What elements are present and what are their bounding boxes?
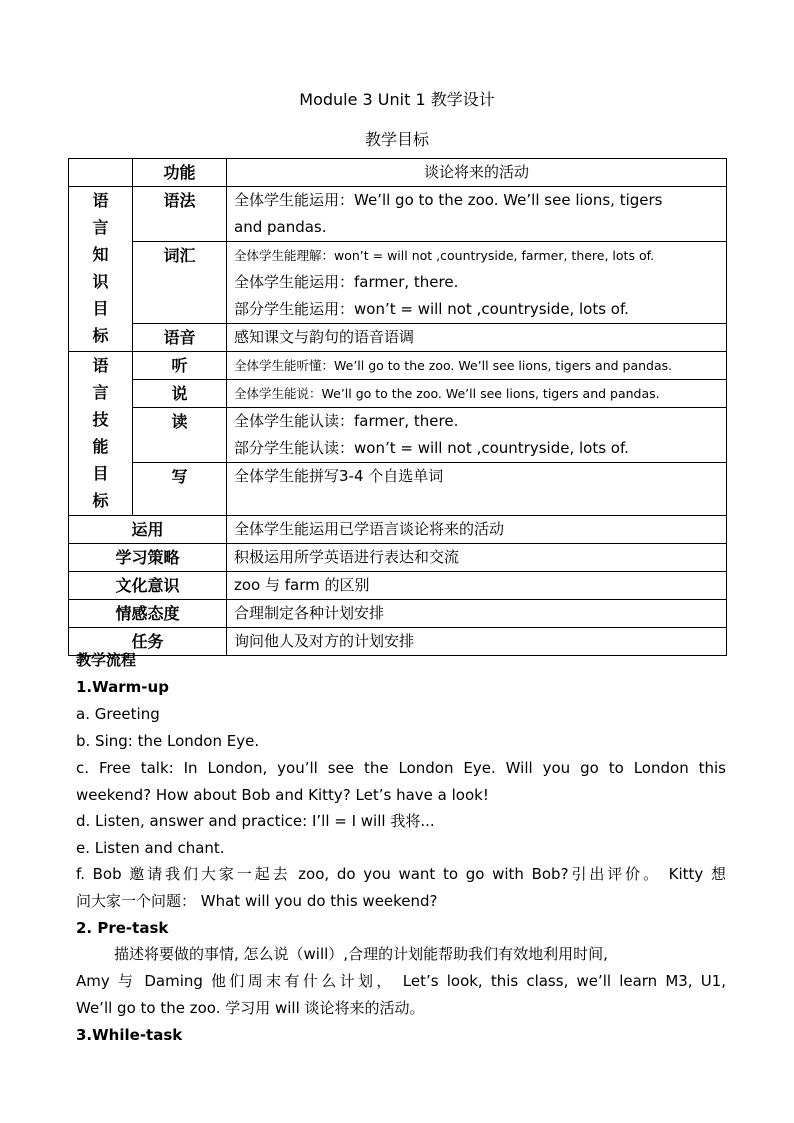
warmup-item-e: e. Listen and chant. xyxy=(76,839,225,857)
emotional-attitude-desc: 合理制定各种计划安排 xyxy=(227,600,727,628)
warmup-item-f-line2: 问大家一个问题： What will you do this weekend? xyxy=(76,892,438,910)
task-desc: 询问他人及对方的计划安排 xyxy=(227,628,727,656)
warmup-heading: 1.Warm-up xyxy=(76,678,169,696)
language-skills-label: 语 言 技 能 目 标 xyxy=(69,352,133,516)
cultural-awareness-label: 文化意识 xyxy=(69,572,227,600)
teaching-process-section xyxy=(76,0,726,1123)
listening-desc: 全体学生能听懂：We’ll go to the zoo. We’ll see lions, tigers and pandas. xyxy=(227,352,727,380)
application-label: 运用 xyxy=(69,516,227,544)
phonetics-label: 语音 xyxy=(133,324,227,352)
warmup-item-a: a. Greeting xyxy=(76,705,160,723)
pretask-paragraph-line3: We’ll go to the zoo. 学习用 will 谈论将来的活动。 xyxy=(76,999,425,1017)
writing-label: 写 xyxy=(133,463,227,516)
warmup-item-c-line1: c. Free talk: In London, you’ll see the London Eye. Will you go to London this xyxy=(76,759,726,777)
learning-strategy-desc: 积极运用所学英语进行表达和交流 xyxy=(227,544,727,572)
speaking-label: 说 xyxy=(133,380,227,408)
teaching-process-heading: 教学流程 xyxy=(76,651,137,669)
vocabulary-desc: 全体学生能理解：won’t = will not ,countryside, farmer, there, lots of. 全体学生能运用：farmer, there. 部分学生能运用：won’t = will not ,countryside, lots of. xyxy=(227,242,727,324)
cultural-awareness-desc: zoo 与 farm 的区别 xyxy=(227,572,727,600)
writing-desc: 全体学生能拼写3-4 个自选单词 xyxy=(227,463,727,516)
application-desc: 全体学生能运用已学语言谈论将来的活动 xyxy=(227,516,727,544)
header-function-label: 功能 xyxy=(133,159,227,187)
warmup-item-b: b. Sing: the London Eye. xyxy=(76,732,260,750)
document-title: Module 3 Unit 1 教学设计 xyxy=(299,90,495,109)
vocabulary-label: 词汇 xyxy=(133,242,227,324)
reading-desc: 全体学生能认读：farmer, there. 部分学生能认读：won’t = will not ,countryside, lots of. xyxy=(227,408,727,463)
warmup-item-c-line2: weekend? How about Bob and Kitty? Let’s have a look! xyxy=(76,786,489,804)
grammar-label: 语法 xyxy=(133,187,227,242)
listening-label: 听 xyxy=(133,352,227,380)
section-title-objectives: 教学目标 xyxy=(364,130,429,149)
grammar-desc: 全体学生能运用：We’ll go to the zoo. We’ll see lions, tigers and pandas. xyxy=(227,187,727,242)
warmup-item-d: d. Listen, answer and practice: I’ll = I will 我将... xyxy=(76,812,435,830)
learning-strategy-label: 学习策略 xyxy=(69,544,227,572)
task-label: 任务 xyxy=(69,628,227,656)
language-knowledge-label: 语 言 知 识 目 标 xyxy=(69,187,133,352)
pretask-paragraph-line1: 描述将要做的事情, 怎么说（will）,合理的计划能帮助我们有效地利用时间, xyxy=(114,945,608,963)
whiletask-heading: 3.While-task xyxy=(76,1026,183,1044)
pretask-paragraph-line2: Amy 与 Daming 他们周末有什么计划， Let’s look, this class, we’ll learn M3, U1, xyxy=(76,972,726,990)
phonetics-desc: 感知课文与韵句的语音语调 xyxy=(227,324,727,352)
pretask-heading: 2. Pre-task xyxy=(76,919,169,937)
speaking-desc: 全体学生能说：We’ll go to the zoo. We’ll see lions, tigers and pandas. xyxy=(227,380,727,408)
warmup-item-f-line1: f. Bob 邀请我们大家一起去 zoo, do you want to go with Bob?引出评价。 Kitty 想 xyxy=(76,865,726,883)
header-function-desc: 谈论将来的活动 xyxy=(227,159,727,187)
emotional-attitude-label: 情感态度 xyxy=(69,600,227,628)
reading-label: 读 xyxy=(133,408,227,463)
